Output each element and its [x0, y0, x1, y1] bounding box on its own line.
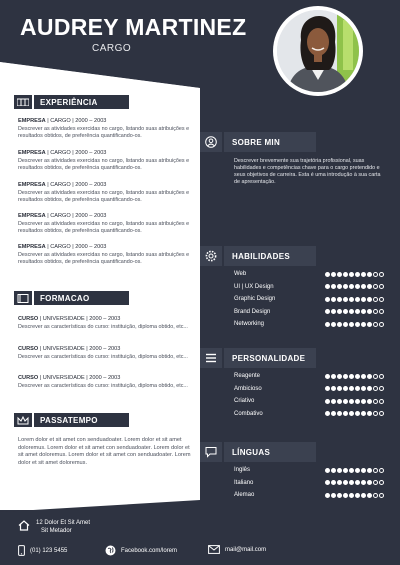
rating-dot-empty	[373, 322, 378, 327]
education-item: CURSO | UNIVERSIDADE | 2000 – 2003 Descrever as características do curso: instituição, diploma obtido, etc...	[18, 375, 188, 389]
rating-dot-empty	[379, 480, 384, 485]
skill-row	[234, 294, 384, 304]
rating-dot-filled	[337, 493, 342, 498]
about-title: SOBRE MIN	[224, 132, 316, 152]
skill-row-label: Brand Design	[234, 308, 271, 315]
rating-dot-filled	[361, 374, 366, 379]
hobby-title: PASSATEMPO	[34, 413, 129, 427]
rating-dot-filled	[367, 411, 372, 416]
rating-dot-empty	[379, 399, 384, 404]
education-item: CURSO | UNIVERSIDADE | 2000 – 2003 Descrever as características do curso: instituição, diploma obtido, etc...	[18, 346, 188, 360]
rating-dot-filled	[325, 411, 330, 416]
rating-dot-filled	[331, 374, 336, 379]
rating-dot-empty	[373, 411, 378, 416]
rating-dot-filled	[361, 284, 366, 289]
rating-dots	[325, 386, 384, 391]
portrait-image	[277, 10, 359, 92]
rating-dot-filled	[331, 297, 336, 302]
rating-dot-filled	[337, 309, 342, 314]
skill-row-label: Web	[234, 271, 247, 277]
skills-title: HABILIDADES	[224, 246, 316, 266]
personality-title: PERSONALIDADE	[224, 348, 316, 368]
rating-dot-filled	[367, 297, 372, 302]
rating-dot-empty	[373, 309, 378, 314]
rating-dot-empty	[379, 468, 384, 473]
rating-dot-filled	[361, 468, 366, 473]
rating-dot-filled	[361, 272, 366, 277]
rating-dot-filled	[355, 309, 360, 314]
experience-item: EMPRESA | CARGO | 2000 – 2003 Descrever as atividades exercidas no cargo, listando suas atribuições e resultados obtidos, de preferência quantificando-os.	[18, 150, 190, 171]
rating-dot-filled	[361, 411, 366, 416]
rating-dot-filled	[325, 297, 330, 302]
language-row-label: Italiano	[234, 479, 254, 486]
rating-dots	[325, 297, 384, 302]
rating-dot-filled	[331, 493, 336, 498]
rating-dot-filled	[367, 309, 372, 314]
user-icon	[205, 136, 217, 148]
rating-dot-filled	[355, 386, 360, 391]
rating-dot-empty	[373, 272, 378, 277]
rating-dot-empty	[373, 386, 378, 391]
rating-dots	[325, 284, 384, 289]
rating-dot-filled	[331, 411, 336, 416]
rating-dot-empty	[379, 493, 384, 498]
rating-dot-filled	[331, 272, 336, 277]
home-icon	[18, 520, 30, 531]
rating-dot-filled	[367, 493, 372, 498]
crown-icon	[17, 416, 29, 425]
rating-dot-filled	[349, 284, 354, 289]
personality-row-label: Combativo	[234, 410, 263, 417]
rating-dots	[325, 493, 384, 498]
address-line-1: 12 Dolor Et Sit Amet	[36, 520, 91, 526]
rating-dot-filled	[343, 297, 348, 302]
rating-dot-empty	[373, 399, 378, 404]
rating-dot-empty	[379, 374, 384, 379]
rating-dot-filled	[349, 399, 354, 404]
rating-dot-filled	[337, 411, 342, 416]
email-contact[interactable]: mail@mail.com	[208, 545, 266, 554]
rating-dot-filled	[343, 493, 348, 498]
rating-dot-empty	[379, 309, 384, 314]
rating-dot-filled	[343, 284, 348, 289]
rating-dot-filled	[361, 309, 366, 314]
language-row	[234, 478, 384, 488]
rating-dot-filled	[361, 399, 366, 404]
personality-row-label: Reagente	[234, 373, 261, 379]
rating-dot-filled	[325, 480, 330, 485]
rating-dot-filled	[355, 297, 360, 302]
rating-dot-empty	[379, 322, 384, 327]
experience-item: EMPRESA | CARGO | 2000 – 2003 Descrever as atividades exercidas no cargo, listando suas atribuições e resultados obtidos, de preferência quantificando-os.	[18, 213, 190, 234]
rating-dot-filled	[367, 468, 372, 473]
rating-dot-empty	[373, 480, 378, 485]
education-title: FORMACAO	[34, 291, 129, 305]
rating-dot-filled	[355, 468, 360, 473]
rating-dot-filled	[337, 468, 342, 473]
rating-dots	[325, 399, 384, 404]
globe-icon	[105, 545, 116, 556]
personality-row-label: Criativo	[234, 398, 255, 404]
person-name: AUDREY MARTINEZ	[20, 14, 247, 40]
rating-dot-filled	[355, 399, 360, 404]
rating-dot-filled	[325, 493, 330, 498]
personality-row	[234, 396, 384, 406]
rating-dot-filled	[325, 374, 330, 379]
rating-dot-empty	[379, 411, 384, 416]
rating-dot-filled	[325, 468, 330, 473]
rating-dot-empty	[379, 297, 384, 302]
rating-dot-filled	[343, 399, 348, 404]
rating-dot-filled	[337, 297, 342, 302]
personality-row	[234, 371, 384, 381]
rating-dot-filled	[325, 399, 330, 404]
book-icon	[17, 294, 29, 303]
skill-row	[234, 319, 384, 329]
skill-row	[234, 307, 384, 317]
rating-dot-filled	[343, 411, 348, 416]
rating-dot-filled	[367, 374, 372, 379]
rating-dot-filled	[361, 322, 366, 327]
rating-dot-filled	[367, 386, 372, 391]
rating-dot-filled	[325, 284, 330, 289]
rating-dot-filled	[337, 374, 342, 379]
personality-row-label: Ambicioso	[234, 385, 262, 392]
rating-dot-filled	[331, 399, 336, 404]
skill-row-label: Networking	[234, 321, 265, 327]
rating-dots	[325, 480, 384, 485]
rating-dot-filled	[361, 480, 366, 485]
hobby-header	[14, 413, 129, 427]
skill-row	[234, 269, 384, 279]
rating-dot-filled	[343, 322, 348, 327]
rating-dot-filled	[331, 309, 336, 314]
rating-dot-filled	[367, 480, 372, 485]
rating-dot-filled	[331, 386, 336, 391]
rating-dot-filled	[361, 386, 366, 391]
address-line-2: Sit Metador	[41, 528, 72, 534]
briefcase-icon	[17, 98, 29, 106]
rating-dot-filled	[355, 284, 360, 289]
address	[36, 519, 90, 535]
rating-dot-filled	[337, 272, 342, 277]
about-header	[200, 132, 316, 152]
rating-dot-filled	[367, 322, 372, 327]
rating-dots	[325, 272, 384, 277]
rating-dot-empty	[379, 284, 384, 289]
rating-dot-filled	[355, 374, 360, 379]
rating-dot-filled	[349, 309, 354, 314]
personality-row	[234, 409, 384, 419]
rating-dots	[325, 374, 384, 379]
language-row-label: Inglês	[234, 467, 251, 473]
rating-dot-filled	[331, 284, 336, 289]
rating-dot-filled	[349, 297, 354, 302]
person-role: CARGO	[92, 43, 132, 54]
skills-header	[200, 246, 316, 266]
rating-dot-filled	[337, 322, 342, 327]
web-contact[interactable]: Facebook.com/lorem	[105, 545, 177, 556]
experience-title: EXPERIÊNCIA	[34, 95, 129, 109]
personality-header	[200, 348, 316, 368]
rating-dot-filled	[361, 493, 366, 498]
languages-title: LÍNGUAS	[224, 442, 316, 462]
rating-dot-filled	[337, 480, 342, 485]
rating-dot-filled	[361, 297, 366, 302]
rating-dot-empty	[373, 374, 378, 379]
menu-icon	[205, 353, 217, 363]
skill-row-label: UI | UX Design	[234, 283, 274, 290]
rating-dot-filled	[343, 480, 348, 485]
skill-row-label: Graphic Design	[234, 296, 276, 302]
rating-dot-filled	[331, 468, 336, 473]
rating-dots	[325, 411, 384, 416]
rating-dot-filled	[349, 386, 354, 391]
rating-dot-filled	[349, 411, 354, 416]
experience-header	[14, 95, 129, 109]
about-text: Descrever brevemente sua trajetória profissional, suas habilidades e competências chave para o cargo pretendido e seus objetivos de carreira. Esta é uma introdução à sua carta de apresentação.	[234, 158, 381, 185]
experience-item: EMPRESA | CARGO | 2000 – 2003 Descrever as atividades exercidas no cargo, listando suas atribuições e resultados obtidos, de preferência quantificando-os.	[18, 182, 190, 203]
hobby-text: Lorem dolor et sit amet con senduadoater. Lorem dolor et sit amet doloremus. Lorem dolor et sit amet con senduadoater. Lorem dolor et sit amet doloremus. Lorem dolor et sit amet con senduadoater. Lorem dolor et sit amet doloremus.	[18, 437, 191, 466]
rating-dot-filled	[349, 272, 354, 277]
language-row-label: Alemao	[234, 492, 255, 498]
languages-header	[200, 442, 316, 462]
rating-dot-empty	[373, 284, 378, 289]
rating-dot-empty	[373, 468, 378, 473]
rating-dot-filled	[343, 386, 348, 391]
rating-dot-empty	[379, 272, 384, 277]
rating-dots	[325, 322, 384, 327]
rating-dot-filled	[355, 411, 360, 416]
education-header	[14, 291, 129, 305]
skill-row	[234, 282, 384, 292]
education-item: CURSO | UNIVERSIDADE | 2000 – 2003 Descrever as características do curso: instituição, diploma obtido, etc...	[18, 316, 188, 330]
rating-dot-filled	[343, 374, 348, 379]
rating-dot-empty	[373, 297, 378, 302]
rating-dot-filled	[325, 322, 330, 327]
rating-dot-filled	[337, 399, 342, 404]
rating-dot-filled	[343, 309, 348, 314]
rating-dot-filled	[325, 272, 330, 277]
rating-dot-filled	[349, 493, 354, 498]
language-row	[234, 465, 384, 475]
experience-item: EMPRESA | CARGO | 2000 – 2003 Descrever as atividades exercidas no cargo, listando suas atribuições e resultados obtidos, de preferência quantificando-os.	[18, 244, 190, 265]
rating-dot-filled	[349, 374, 354, 379]
rating-dots	[325, 468, 384, 473]
rating-dot-empty	[373, 493, 378, 498]
mail-icon	[208, 545, 220, 554]
rating-dot-filled	[349, 480, 354, 485]
phone-contact: (01) 123 5455	[18, 545, 67, 556]
rating-dot-filled	[349, 322, 354, 327]
rating-dot-filled	[331, 322, 336, 327]
speech-bubble-icon	[205, 446, 217, 458]
rating-dot-filled	[325, 386, 330, 391]
rating-dot-filled	[325, 309, 330, 314]
rating-dot-filled	[355, 480, 360, 485]
rating-dot-empty	[379, 386, 384, 391]
rating-dot-filled	[367, 272, 372, 277]
rating-dot-filled	[337, 386, 342, 391]
experience-item: EMPRESA | CARGO | 2000 – 2003 Descrever as atividades exercidas no cargo, listando suas atribuições e resultados obtidos, de preferência quantificando-os.	[18, 118, 190, 139]
rating-dot-filled	[337, 284, 342, 289]
personality-row	[234, 384, 384, 394]
footer-diagonal	[0, 498, 400, 512]
rating-dot-filled	[343, 468, 348, 473]
rating-dot-filled	[355, 322, 360, 327]
phone-icon	[18, 545, 25, 556]
gear-icon	[205, 250, 217, 262]
rating-dot-filled	[355, 272, 360, 277]
profile-photo	[273, 6, 363, 96]
rating-dot-filled	[367, 399, 372, 404]
rating-dot-filled	[367, 284, 372, 289]
rating-dot-filled	[343, 272, 348, 277]
rating-dot-filled	[355, 493, 360, 498]
rating-dots	[325, 309, 384, 314]
rating-dot-filled	[349, 468, 354, 473]
rating-dot-filled	[331, 480, 336, 485]
